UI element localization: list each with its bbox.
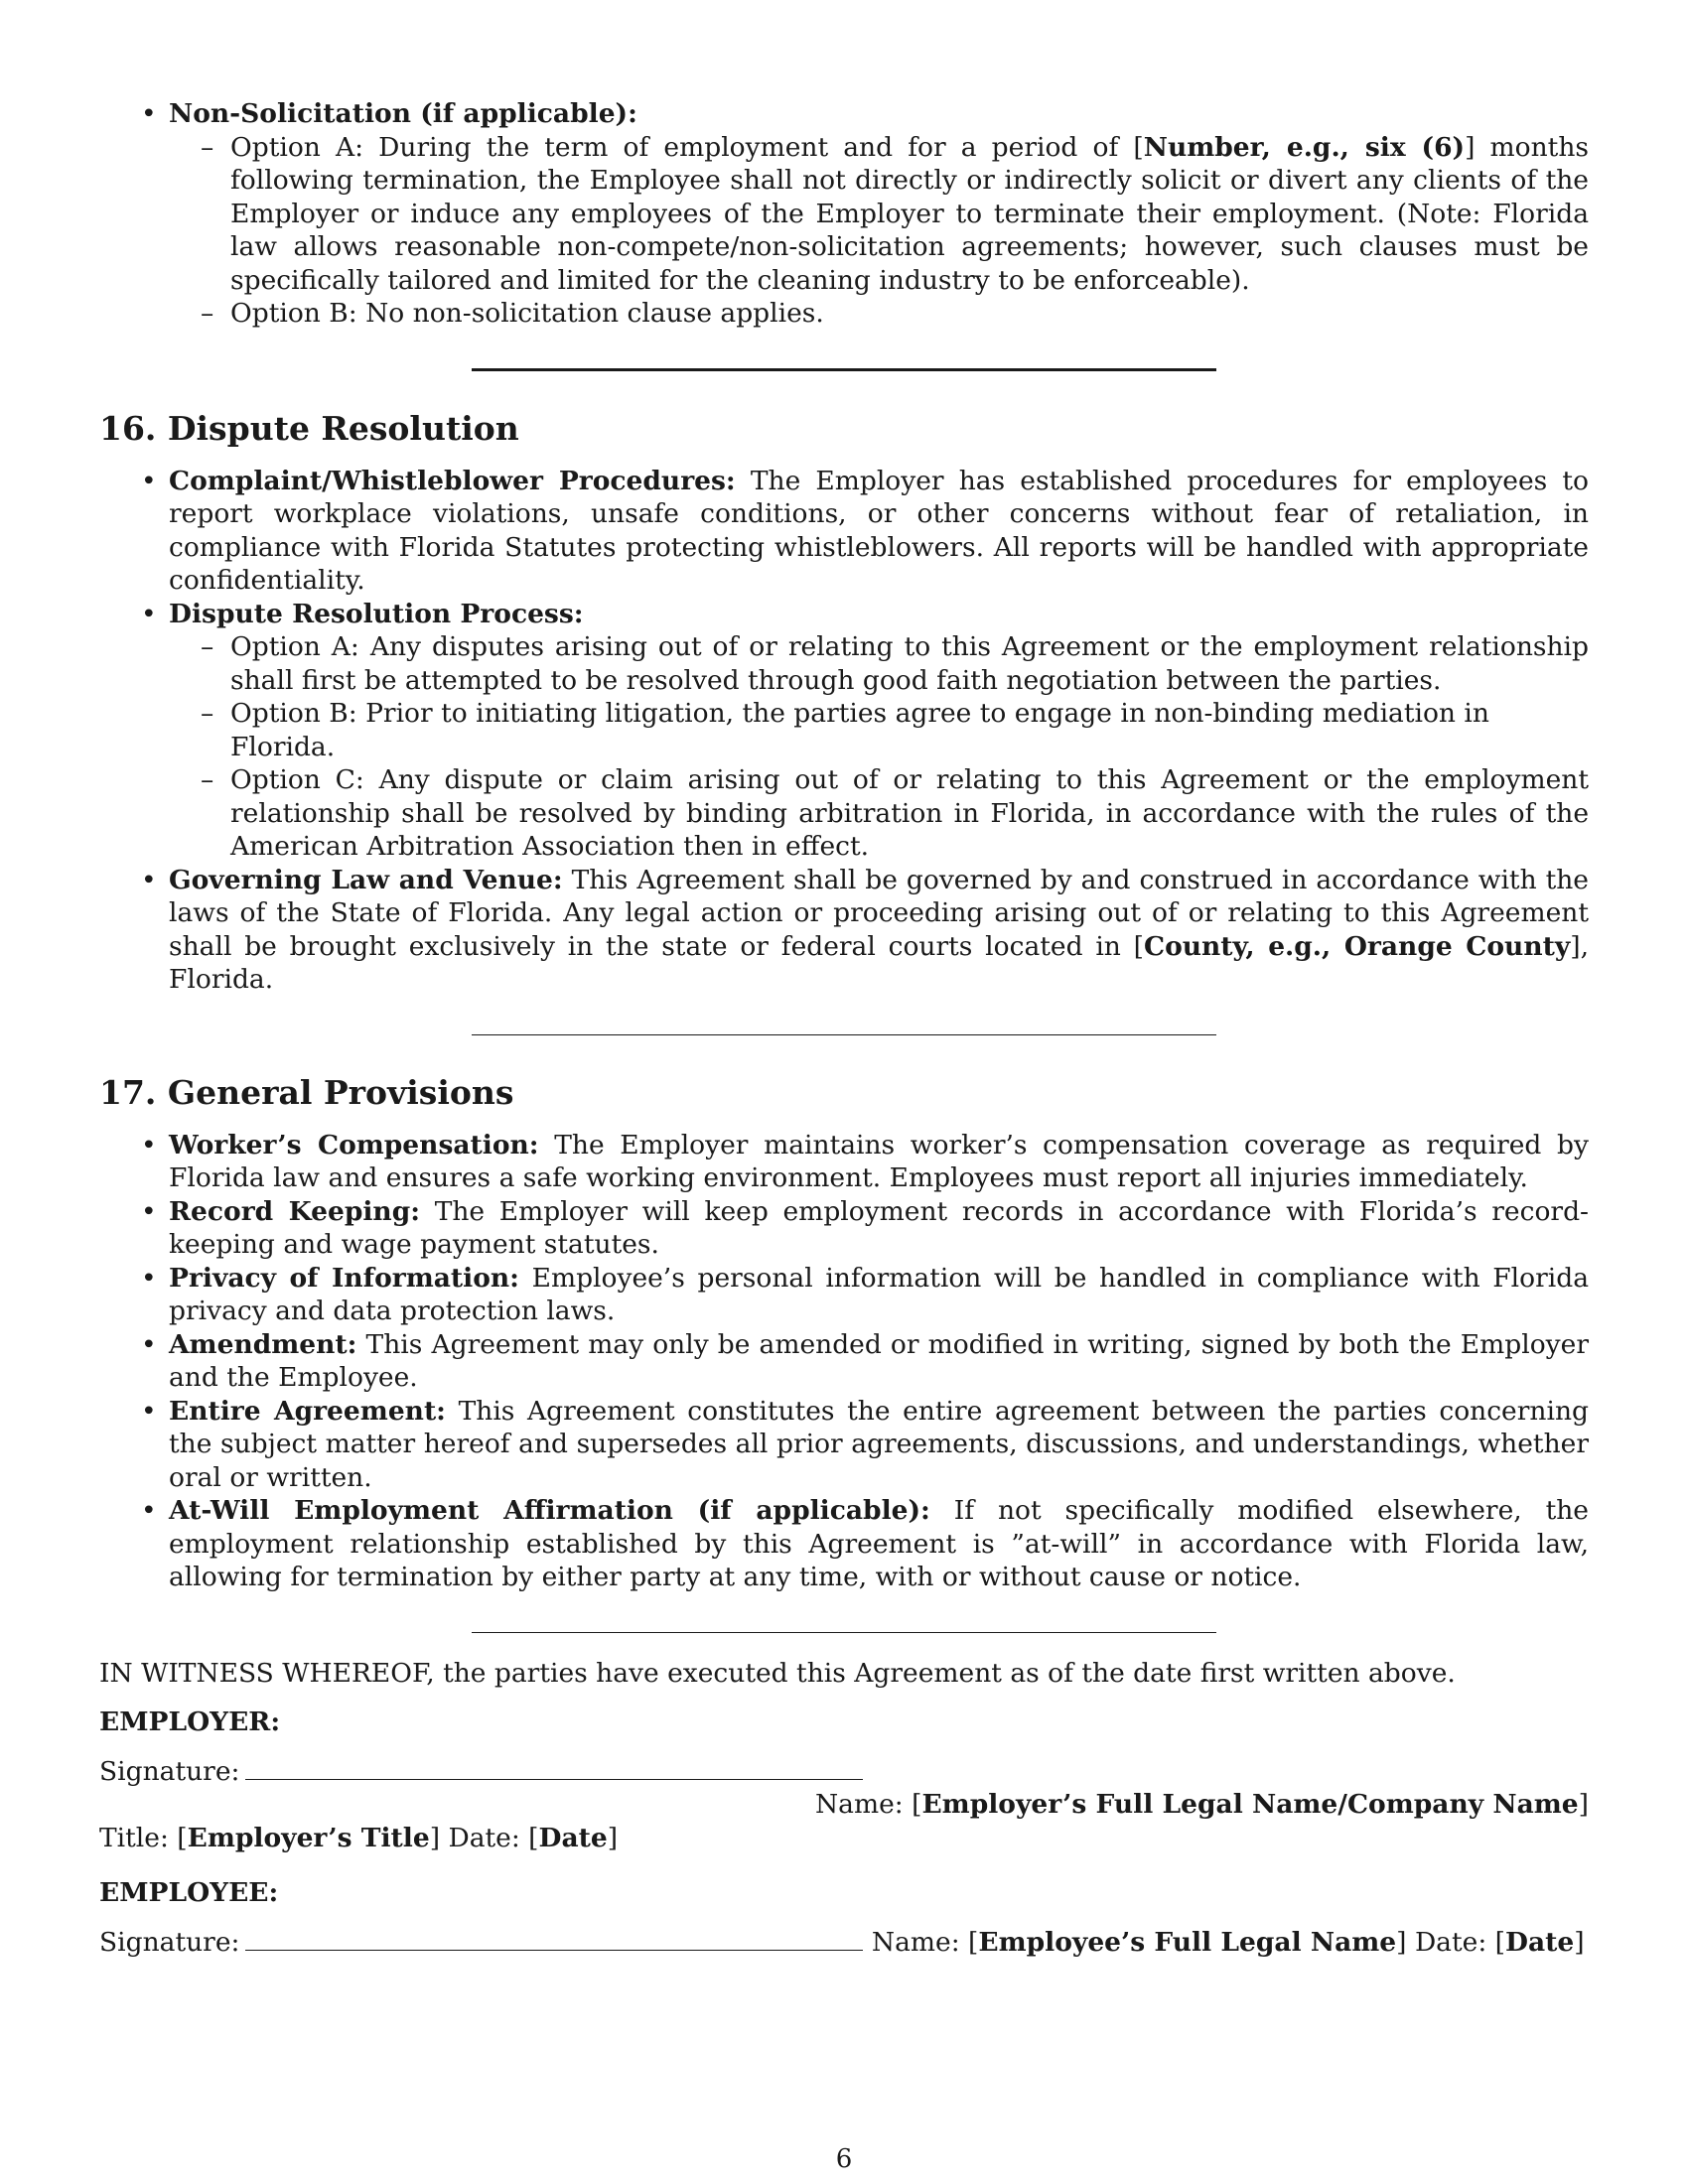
section-16-title: 16. Dispute Resolution: [99, 408, 519, 448]
employer-title-placeholder: Employer’s Title: [187, 1822, 430, 1853]
governing-law-text: This Agreement shall be governed by and construed in accordance with the laws of the State of Florida. Any legal action or proceeding arising out of or relating to this Agreement shall be brought exclusively in the state or federal courts located in [: [169, 864, 1589, 962]
non-solicitation-option-a: [230, 131, 1589, 298]
provision-label: Amendment:: [169, 1328, 357, 1360]
governing-law-tail: ], Florida.: [169, 930, 1590, 995]
employee-date-bracket: ]: [1574, 1926, 1585, 1958]
option-a-placeholder: Number, e.g., six (6): [1143, 131, 1466, 163]
employee-name-label: Name: [: [871, 1926, 979, 1958]
dispute-option-b: – Option B: Prior to initiating litigation, the parties agree to engage in non-binding mediation in Florida.: [230, 697, 1589, 763]
non-solicitation-list: [99, 97, 1589, 331]
employer-name-placeholder: Employer’s Full Legal Name/Company Name: [921, 1789, 1579, 1820]
employer-date-placeholder: Date: [538, 1822, 608, 1853]
provision-label: At-Will Employment Affirmation (if applicable):: [169, 1495, 930, 1526]
provision-text: This Agreement constitutes the entire agreement between the parties concerning the subject matter hereof and supersedes all prior agreements, discussions, and understandings, whether oral or written.: [169, 1395, 1589, 1493]
provision-item: [169, 1494, 1589, 1594]
employer-date-bracket: ]: [607, 1822, 619, 1853]
employer-title-row: [99, 1822, 1589, 1855]
provision-text: Employee’s personal information will be handled in compliance with Florida privacy and data protection laws.: [169, 1262, 1590, 1326]
employer-title-label: Title: [: [99, 1822, 188, 1853]
dispute-process-label: Dispute Resolution Process:: [169, 598, 584, 629]
non-solicitation-label: Non-Solicitation (if applicable):: [169, 98, 637, 129]
governing-law-item: [169, 864, 1589, 997]
section-16-list: [99, 465, 1589, 997]
section-divider: [472, 368, 1216, 371]
employer-name-field: [815, 1788, 1589, 1822]
provision-label: Worker’s Compensation:: [169, 1129, 539, 1160]
provision-label: Record Keeping:: [169, 1195, 421, 1227]
dispute-option-c: – Option C: Any dispute or claim arising out of or relating to this Agreement or the employment relationship shall be resolved by binding arbitration in Florida, in accordance with the rules of the American Arbitration Association then in effect.: [230, 763, 1589, 864]
provision-item: [169, 1328, 1589, 1395]
provision-item: [169, 1395, 1589, 1495]
employee-signature-row: [99, 1926, 1589, 1960]
non-solicitation-item: [169, 97, 1589, 331]
employee-date-placeholder: Date: [1505, 1926, 1575, 1958]
section-divider: [472, 1034, 1216, 1035]
employer-signature-row: [99, 1755, 1589, 1822]
witness-statement: IN WITNESS WHEREOF, the parties have executed this Agreement as of the date first written above.: [99, 1657, 1456, 1689]
provision-text: The Employer maintains worker’s compensation coverage as required by Florida law and ensures a safe working environment. Employees must report all injuries immediately.: [169, 1129, 1589, 1193]
employer-signature-line[interactable]: [245, 1755, 863, 1780]
dispute-process-item: [169, 598, 1589, 864]
provision-label: Privacy of Information:: [169, 1262, 519, 1294]
employee-name-field: [872, 1927, 1585, 1958]
employer-date-label: Date: [: [440, 1822, 539, 1853]
employee-name-bracket: ]: [1396, 1926, 1407, 1958]
governing-law-label: Governing Law and Venue:: [169, 864, 563, 895]
employer-name-bracket: ]: [1578, 1789, 1589, 1820]
complaint-label: Complaint/Whistleblower Procedures:: [169, 465, 736, 496]
option-a-text-tail: ] months following termination, the Employee shall not directly or indirectly solicit or divert any clients of the Employer or induce any employees of the Employer to terminate their employment. (Note: Florida law allows reasonable non-compete/non-solicitation agreements; however, such clauses must be specifically tailored and limited for the cleaning industry to be enforceable).: [230, 131, 1589, 296]
complaint-procedures-item: [169, 465, 1589, 598]
employee-date-label: Date: [: [1406, 1926, 1506, 1958]
section-17-title: 17. General Provisions: [99, 1072, 514, 1112]
employee-signature-label: Signature:: [99, 1926, 240, 1958]
provision-item: [169, 1129, 1589, 1195]
provision-text: If not specifically modified elsewhere, the employment relationship established by this Agreement is ”at-will” in accordance with Florida law, allowing for termination by either party at any time, with or without cause or notice.: [169, 1495, 1589, 1592]
employer-name-label: Name: [: [814, 1789, 922, 1820]
county-placeholder: County, e.g., Orange County: [1143, 930, 1571, 962]
provision-text: The Employer will keep employment records in accordance with Florida’s record-keeping and wage payment statutes.: [169, 1195, 1589, 1260]
section-17-list: [99, 1129, 1589, 1594]
employee-heading: EMPLOYEE:: [99, 1877, 279, 1908]
complaint-text: The Employer has established procedures for employees to report workplace violations, unsafe conditions, or other concerns without fear of retaliation, in compliance with Florida Statutes protecting whistleblowers. All reports will be handled with appropriate confidentiality.: [169, 465, 1589, 596]
employee-signature-line[interactable]: [245, 1926, 863, 1951]
employee-name-placeholder: Employee’s Full Legal Name: [978, 1926, 1397, 1958]
page-number: 6: [835, 2144, 853, 2174]
employer-signature-label: Signature:: [99, 1755, 240, 1787]
provision-text: This Agreement may only be amended or modified in writing, signed by both the Employer and the Employee.: [169, 1328, 1589, 1393]
provision-item: [169, 1262, 1589, 1328]
employer-heading: EMPLOYER:: [99, 1706, 281, 1737]
dispute-options: [169, 630, 1589, 864]
employer-title-bracket: ]: [429, 1822, 441, 1853]
non-solicitation-options: [169, 131, 1589, 331]
document-page: [99, 97, 1589, 1959]
provision-item: [169, 1195, 1589, 1262]
provision-label: Entire Agreement:: [169, 1395, 446, 1427]
section-divider: [472, 1632, 1216, 1633]
dispute-option-a: – Option A: Any disputes arising out of or relating to this Agreement or the employment relationship shall first be attempted to be resolved through good faith negotiation between the parties.: [230, 630, 1589, 697]
option-a-text: Option A: During the term of employment and for a period of [: [230, 131, 1144, 163]
non-solicitation-option-b: – Option B: No non-solicitation clause applies.: [230, 297, 1589, 331]
